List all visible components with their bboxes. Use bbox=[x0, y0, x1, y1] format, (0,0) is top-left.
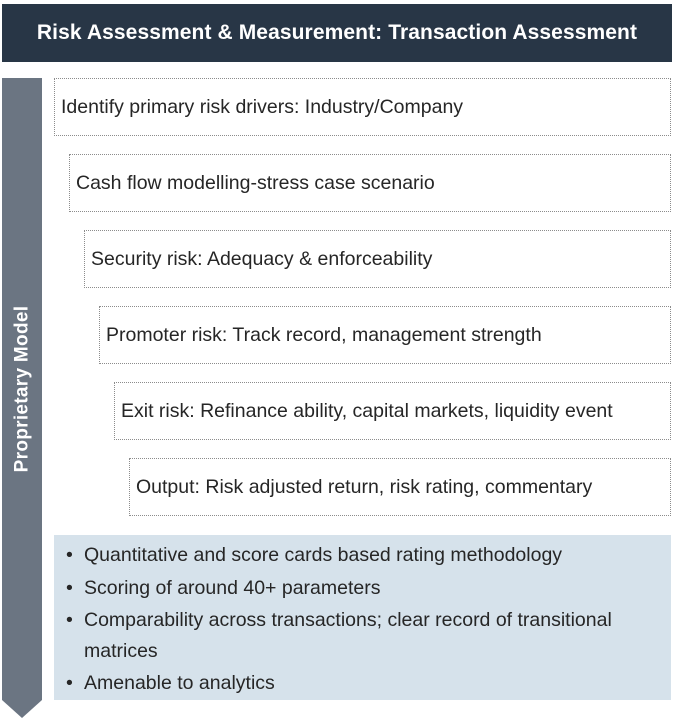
step-4 bbox=[99, 306, 671, 364]
page-title: Risk Assessment & Measurement: Transaction Assessment bbox=[2, 4, 672, 62]
summary-bullet: • Comparability across transactions; clear record of transitional matrices bbox=[64, 605, 661, 667]
step-1 bbox=[54, 78, 671, 136]
side-label bbox=[2, 78, 42, 700]
step-text: Output: Risk adjusted return, risk rating, commentary bbox=[136, 475, 593, 498]
step-3 bbox=[84, 230, 671, 288]
step-text: Exit risk: Refinance ability, capital markets, liquidity event bbox=[121, 399, 613, 422]
step-text: Cash flow modelling-stress case scenario bbox=[76, 171, 435, 194]
side-label-text: Proprietary Model bbox=[11, 305, 33, 473]
summary-list bbox=[64, 539, 661, 700]
step-text: Promoter risk: Track record, management strength bbox=[106, 323, 542, 346]
summary-bullet: • Amenable to analytics bbox=[64, 667, 661, 700]
summary-bullet: • Quantitative and score cards based rating methodology bbox=[64, 539, 661, 572]
step-5 bbox=[114, 382, 671, 440]
step-2 bbox=[69, 154, 671, 212]
summary-box bbox=[54, 535, 671, 700]
summary-bullet: • Scoring of around 40+ parameters bbox=[64, 572, 661, 605]
step-text: Identify primary risk drivers: Industry/Company bbox=[61, 95, 464, 118]
step-text: Security risk: Adequacy & enforceability bbox=[91, 247, 433, 270]
step-6 bbox=[129, 458, 671, 516]
